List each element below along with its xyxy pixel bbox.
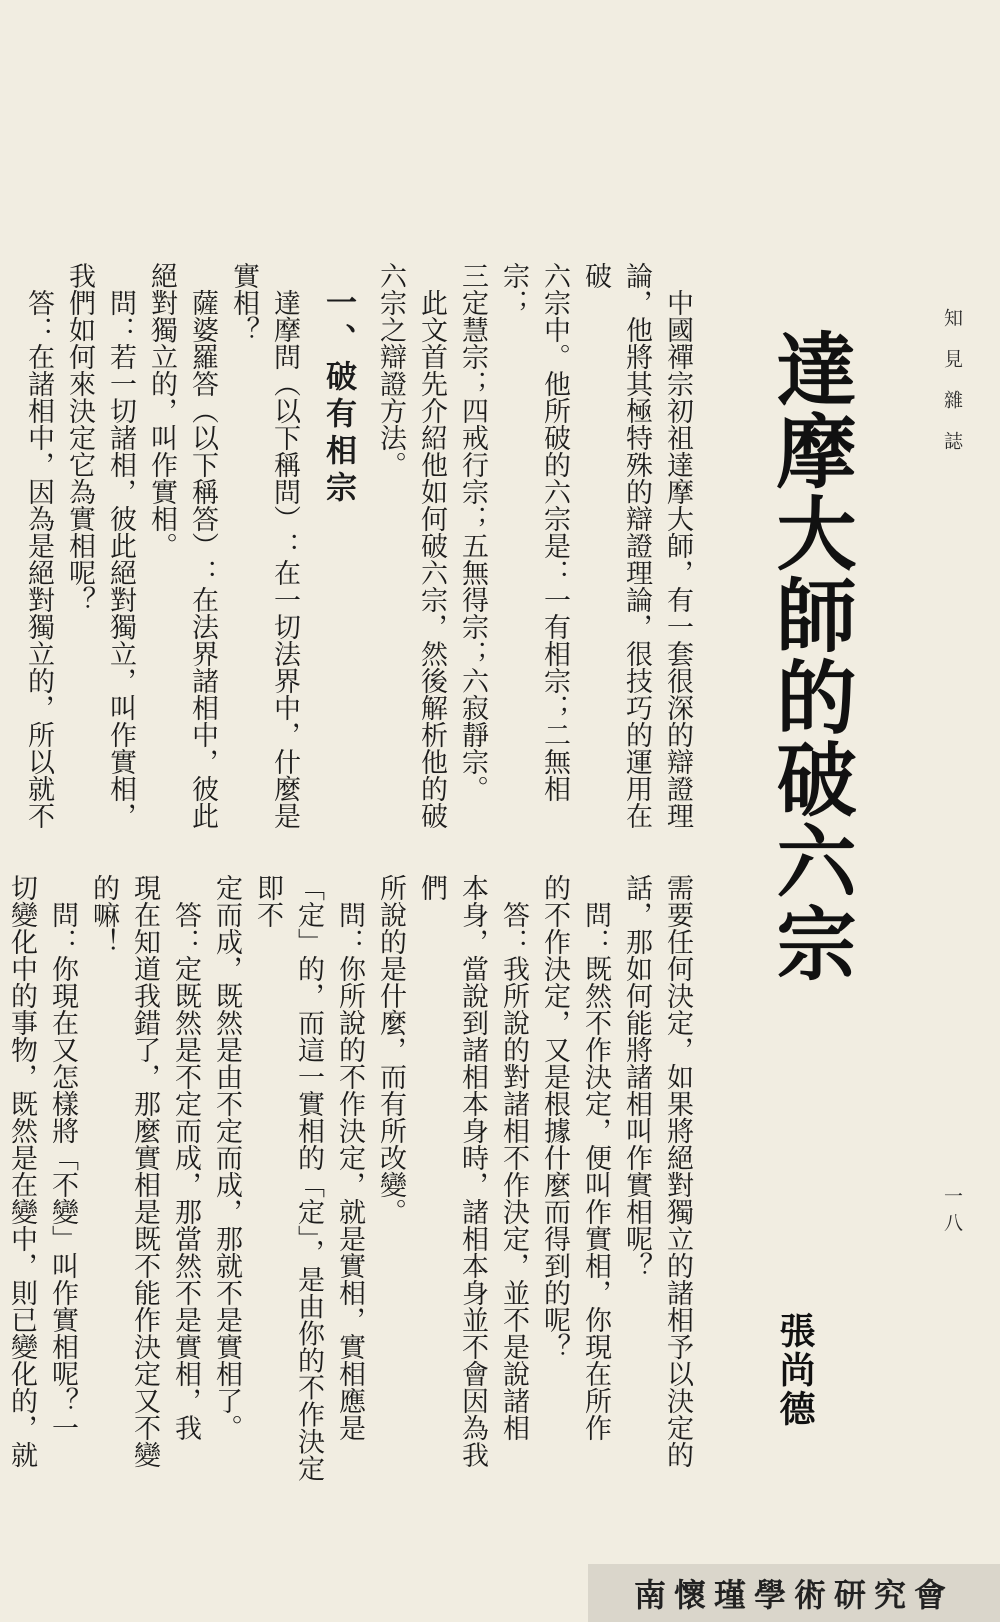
body-line: 本身，當說到諸相本身時，諸相本身並不會因為我們 [416, 874, 488, 1468]
body-line: 此文首先介紹他如何破六宗，然後解析他的破 [416, 262, 447, 829]
magazine-name: 知見雜誌 [941, 308, 963, 472]
body-line: 現在知道我錯了，那麼實相是既不能作決定又不變 [129, 874, 160, 1468]
body-line: 答：我所說的對諸相不作決定，並不是說諸相 [498, 874, 529, 1441]
body-line: 六宗中。他所破的六宗是：一有相宗；二無相宗； [498, 262, 570, 802]
watermark-text: 南懷瑾學術研究會 [633, 1576, 954, 1614]
page-number: 一八 [941, 1186, 963, 1240]
body-line: 三定慧宗；四戒行宗；五無得宗；六寂靜宗。 [457, 262, 488, 802]
body-line: 問：若一切諸相，彼此絕對獨立，叫作實相， [105, 262, 136, 829]
body-line: 我們如何來決定它為實相呢？ [64, 262, 95, 613]
body-line: 實相？ [228, 262, 259, 343]
body-line: 話，那如何能將諸相叫作實相呢？ [621, 874, 652, 1279]
body-line: 達摩問（以下稱問）：在一切法界中，什麼是 [269, 262, 300, 829]
watermark-banner [588, 1564, 1000, 1622]
body-line: 問：既然不作決定，便叫作實相，你現在所作 [580, 874, 611, 1441]
body-line: 需要任何決定，如果將絕對獨立的諸相予以決定的 [662, 874, 693, 1468]
body-line: 「定」的，而這一實相的「定」，是由你的不作決定即不 [252, 874, 324, 1482]
body-line: 絕對獨立的，叫作實相。 [146, 262, 177, 559]
author-name: 張尚德 [774, 1312, 816, 1429]
body-line: 的不作決定，又是根據什麼而得到的呢？ [539, 874, 570, 1360]
body-line: 薩婆羅答（以下稱答）：在法界諸相中，彼此 [187, 262, 218, 829]
body-line: 所說的是什麼，而有所改變。 [375, 874, 406, 1225]
body-line: 定而成，既然是由不定而成，那就不是實相了。 [211, 874, 242, 1441]
body-line: 中國禪宗初祖達摩大師，有一套很深的辯證理 [662, 262, 693, 829]
upper-text-block [18, 262, 698, 842]
body-line: 問：你所說的不作決定，就是實相，實相應是 [334, 874, 365, 1441]
body-line: 的嘛！ [88, 874, 119, 955]
body-line: 答：在諸相中，因為是絕對獨立的，所以就不 [23, 262, 54, 829]
section-heading: 一、破有相宗 [320, 286, 356, 508]
article-title: 達摩大師的破六宗 [763, 328, 857, 984]
body-line: 切變化中的事物，既然是在變中，則已變化的，就 [6, 874, 37, 1468]
body-line: 論，他將其極特殊的辯證理論，很技巧的運用在破 [580, 262, 652, 829]
body-line: 六宗之辯證方法。 [375, 262, 406, 478]
body-line: 問：你現在又怎樣將「不變」叫作實相呢？一 [47, 874, 78, 1441]
lower-text-block [1, 874, 698, 1484]
body-line: 答：定既然是不定而成，那當然不是實相，我 [170, 874, 201, 1441]
